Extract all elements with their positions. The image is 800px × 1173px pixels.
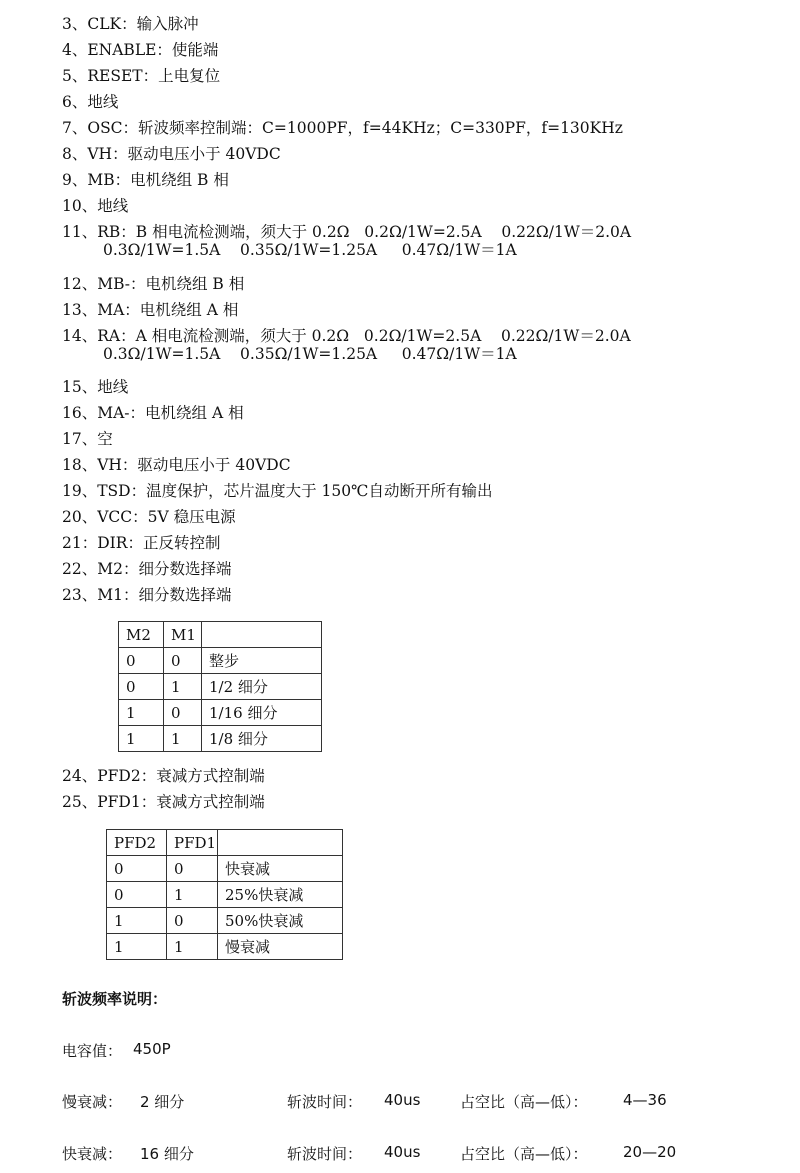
slow-decay-microstep: 2 细分	[140, 1093, 185, 1111]
table-cell: 1/2 细分	[202, 674, 322, 700]
slow-duty-label: 占空比（高—低）：	[460, 1093, 588, 1111]
table-row	[107, 908, 343, 934]
fast-chop-time-label: 斩波时间：	[287, 1145, 363, 1163]
pin-23-text: 23、M1：细分数选择端	[62, 586, 232, 604]
pin-24-text: 24、PFD2：衰减方式控制端	[62, 767, 265, 785]
table-cell: 0	[164, 700, 202, 726]
fast-duty-label: 占空比（高—低）：	[460, 1145, 588, 1163]
table-cell: 1	[167, 882, 218, 908]
fast-duty-value: 20—20	[623, 1143, 677, 1161]
table-cell: 1	[167, 934, 218, 960]
pin-13-text: 13、MA：电机绕组 A 相	[62, 301, 239, 319]
pin-19-text: 19、TSD：温度保护，芯片温度大于 150℃自动断开所有输出	[62, 482, 493, 500]
table-header-cell: PFD1	[167, 830, 218, 856]
table-cell: 0	[107, 856, 167, 882]
pin-21-text: 21：DIR：正反转控制	[62, 534, 221, 552]
fast-chop-time-value: 40us	[384, 1143, 421, 1161]
fast-decay-microstep: 16 细分	[140, 1145, 194, 1163]
slow-decay-label: 慢衰减：	[62, 1093, 123, 1111]
table-header-row	[107, 830, 343, 856]
table-cell: 1	[164, 726, 202, 752]
pin-9-text: 9、MB：电机绕组 B 相	[62, 171, 229, 189]
pin-25-text: 25、PFD1：衰减方式控制端	[62, 793, 265, 811]
table-row	[119, 648, 322, 674]
table-cell: 0	[119, 674, 164, 700]
pin-12-text: 12、MB-：电机绕组 B 相	[62, 275, 245, 293]
pin-22-text: 22、M2：细分数选择端	[62, 560, 232, 578]
capacitor-value: 450P	[133, 1040, 171, 1058]
table-row	[119, 726, 322, 752]
slow-chop-time-value: 40us	[384, 1091, 421, 1109]
table-cell: 1/8 细分	[202, 726, 322, 752]
pin-3-text: 3、CLK：输入脉冲	[62, 15, 199, 33]
table-cell: 50%快衰减	[218, 908, 343, 934]
table-cell: 快衰减	[218, 856, 343, 882]
pin-10-text: 10、地线	[62, 197, 129, 215]
pin-11-continuation: 0.3Ω/1W=1.5A 0.35Ω/1W=1.25A 0.47Ω/1W＝1A	[103, 241, 517, 259]
table-header-cell: M1	[164, 622, 202, 648]
table-row	[107, 882, 343, 908]
pin-18-text: 18、VH：驱动电压小于 40VDC	[62, 456, 291, 474]
pin-16-text: 16、MA-：电机绕组 A 相	[62, 404, 244, 422]
pin-7-text: 7、OSC：斩波频率控制端：C=1000PF，f=44KHz；C=330PF，f=130KHz	[62, 119, 623, 137]
slow-duty-value: 4—36	[623, 1091, 667, 1109]
pin-14-text: 14、RA：A 相电流检测端，须大于 0.2Ω 0.2Ω/1W=2.5A 0.22Ω/1W＝2.0A	[62, 327, 631, 345]
pin-8-text: 8、VH：驱动电压小于 40VDC	[62, 145, 281, 163]
pin-15-text: 15、地线	[62, 378, 129, 396]
pin-4-text: 4、ENABLE：使能端	[62, 41, 219, 59]
table-header-cell	[202, 622, 322, 648]
pin-17-text: 17、空	[62, 430, 113, 448]
table-cell: 慢衰减	[218, 934, 343, 960]
table-row	[119, 674, 322, 700]
pin-11-text: 11、RB：B 相电流检测端，须大于 0.2Ω 0.2Ω/1W=2.5A 0.22Ω/1W＝2.0A	[62, 223, 632, 241]
table-header-cell: M2	[119, 622, 164, 648]
table-header-cell	[218, 830, 343, 856]
capacitor-label: 电容值：	[62, 1042, 123, 1060]
microstep-table	[118, 621, 322, 752]
table-cell: 0	[119, 648, 164, 674]
table-cell: 整步	[202, 648, 322, 674]
fast-decay-label: 快衰减：	[62, 1145, 123, 1163]
table-cell: 1	[107, 908, 167, 934]
pin-14-continuation: 0.3Ω/1W=1.5A 0.35Ω/1W=1.25A 0.47Ω/1W＝1A	[103, 345, 517, 363]
table-cell: 1	[119, 700, 164, 726]
table-cell: 0	[167, 856, 218, 882]
table-cell: 1	[107, 934, 167, 960]
table-cell: 25%快衰减	[218, 882, 343, 908]
pin-6-text: 6、地线	[62, 93, 119, 111]
table-cell: 0	[107, 882, 167, 908]
slow-chop-time-label: 斩波时间：	[287, 1093, 363, 1111]
table-header-cell: PFD2	[107, 830, 167, 856]
pin-5-text: 5、RESET：上电复位	[62, 67, 221, 85]
pin-20-text: 20、VCC：5V 稳压电源	[62, 508, 236, 526]
table-cell: 1/16 细分	[202, 700, 322, 726]
table-cell: 0	[167, 908, 218, 934]
table-row	[119, 700, 322, 726]
table-row	[107, 856, 343, 882]
table-header-row	[119, 622, 322, 648]
table-cell: 1	[164, 674, 202, 700]
table-row	[107, 934, 343, 960]
chop-notes-title: 斩波频率说明：	[62, 990, 168, 1008]
table-cell: 0	[164, 648, 202, 674]
table-cell: 1	[119, 726, 164, 752]
decay-mode-table	[106, 829, 343, 960]
